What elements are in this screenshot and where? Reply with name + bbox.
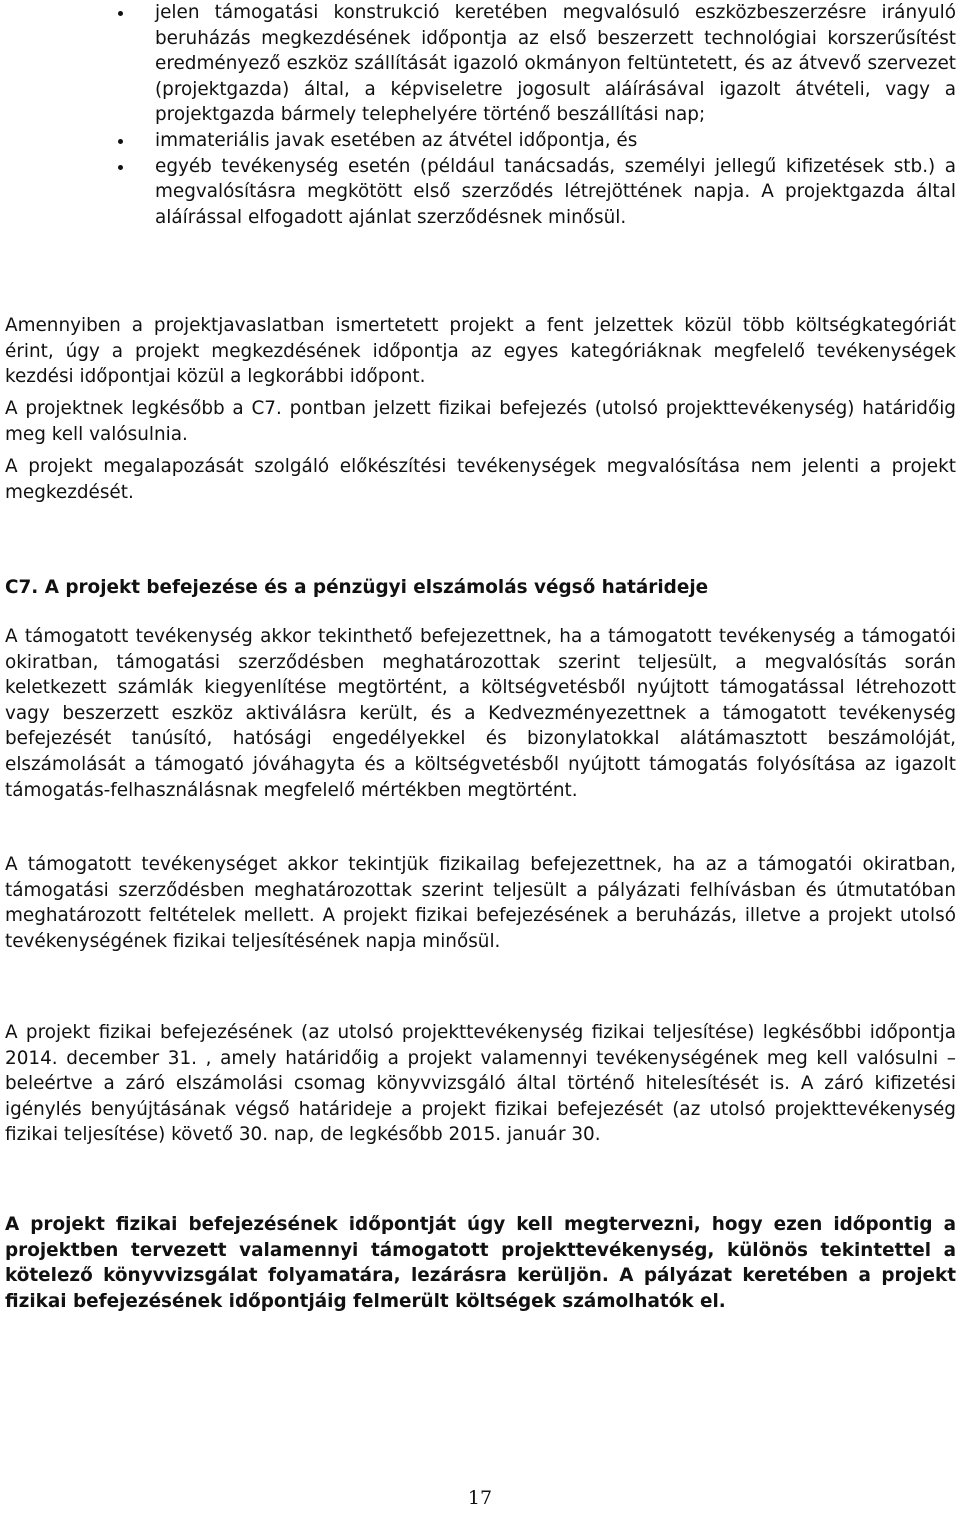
bullet-item: immateriális javak esetében az átvétel időpontja, és bbox=[0, 128, 960, 154]
section-heading bbox=[5, 575, 956, 601]
section-number: C7. bbox=[5, 577, 39, 598]
paragraph: Amennyiben a projektjavaslatban ismertetett projekt a fent jelzettek közül több költségkategóriát érint, úgy a projekt megkezdésének időpontja az egyes kategóriáknak megfelelő tevékenységek kezdési időpontjai közül a legkorábbi időpont. bbox=[5, 315, 956, 388]
paragraph: A projekt fizikai befejezésének (az utolsó projekttevékenység fizikai teljesítése) legkésőbbi időpontja 2014. december 31. , amely határidőig a projekt valamennyi tevékenységének meg kell valósulni – beleértve a záró elszámolási csomag könyvvizsgáló által történő hitelesítését is. A záró kifizetési igénylés benyújtásának végső határideje a projekt fizikai befejezését (az utolsó projekttevékenység fizikai teljesítése) követő 30. nap, de legkésőbb 2015. január 30. bbox=[5, 1022, 956, 1146]
paragraph: A támogatott tevékenység akkor tekinthető befejezettnek, ha a támogatott tevékenység a támogatói okiratban, támogatási szerződésben meghatározottak szerint teljesült, a megvalósítás során keletkezett számlák kiegyenlítése megtörtént, a költségvetésből nyújtott támogatással létrehozott vagy beszerzett eszköz aktiválásra került, és a Kedvezményezettnek a támogatott tevékenység befejezését tanúsító, hatósági engedélyekkel és bizonylatokkal alátámasztott beszámolóját, elszámolását a támogató jóváhagyta és a költségvetésből nyújtott támogatás folyósítása az igazolt támogatás-felhasználásnak megfelelő mértékben megtörtént. bbox=[5, 626, 956, 801]
paragraph: A projektnek legkésőbb a C7. pontban jelzett fizikai befejezés (utolsó projekttevékenység) határidőig meg kell valósulnia. bbox=[5, 398, 956, 445]
page-number: 17 bbox=[467, 1487, 493, 1509]
bold-paragraph: A projekt fizikai befejezésének időpontját úgy kell megtervezni, hogy ezen időpontig a projektben tervezett valamennyi támogatott projekttevékenység, különös tekintettel a kötelező könyvvizsgálat folyamatára, lezárásra kerüljön. A pályázat keretében a projekt fizikai befejezésének időpontjáig felmerült költségek számolhatók el. bbox=[5, 1214, 956, 1312]
section-title: A projekt befejezése és a pénzügyi elszámolás végső határideje bbox=[44, 577, 709, 598]
bullet-item: jelen támogatási konstrukció keretében megvalósuló eszközbeszerzésre irányuló beruházás megkezdésének időpontja az első beszerzett technológiai korszerűsítést eredményező eszköz szállítását igazoló okmányon feltüntetett, és az átvevő szervezet (projektgazda) által, a képviseletre jogosult aláírásával igazolt átvételi, vagy a projektgazda bármely telephelyére történő beszállítási nap; bbox=[0, 0, 960, 128]
paragraph: A támogatott tevékenységet akkor tekintjük fizikailag befejezettnek, ha az a támogatói okiratban, támogatási szerződésben meghatározottak szerint teljesült a pályázati felhívásban és útmutatóban meghatározott feltételek mellett. A projekt fizikai befejezésének a beruházás, illetve a projekt utolsó tevékenységének fizikai teljesítésének napja minősül. bbox=[5, 854, 956, 952]
bullet-list bbox=[0, 0, 960, 230]
bullet-item: egyéb tevékenység esetén (például tanácsadás, személyi jellegű kifizetések stb.) a megvalósításra megkötött első szerződés létrejöttének napja. A projektgazda által aláírással elfogadott ajánlat szerződésnek minősül. bbox=[0, 154, 960, 231]
paragraph: A projekt megalapozását szolgáló előkészítési tevékenységek megvalósítása nem jelenti a projekt megkezdését. bbox=[5, 456, 956, 503]
